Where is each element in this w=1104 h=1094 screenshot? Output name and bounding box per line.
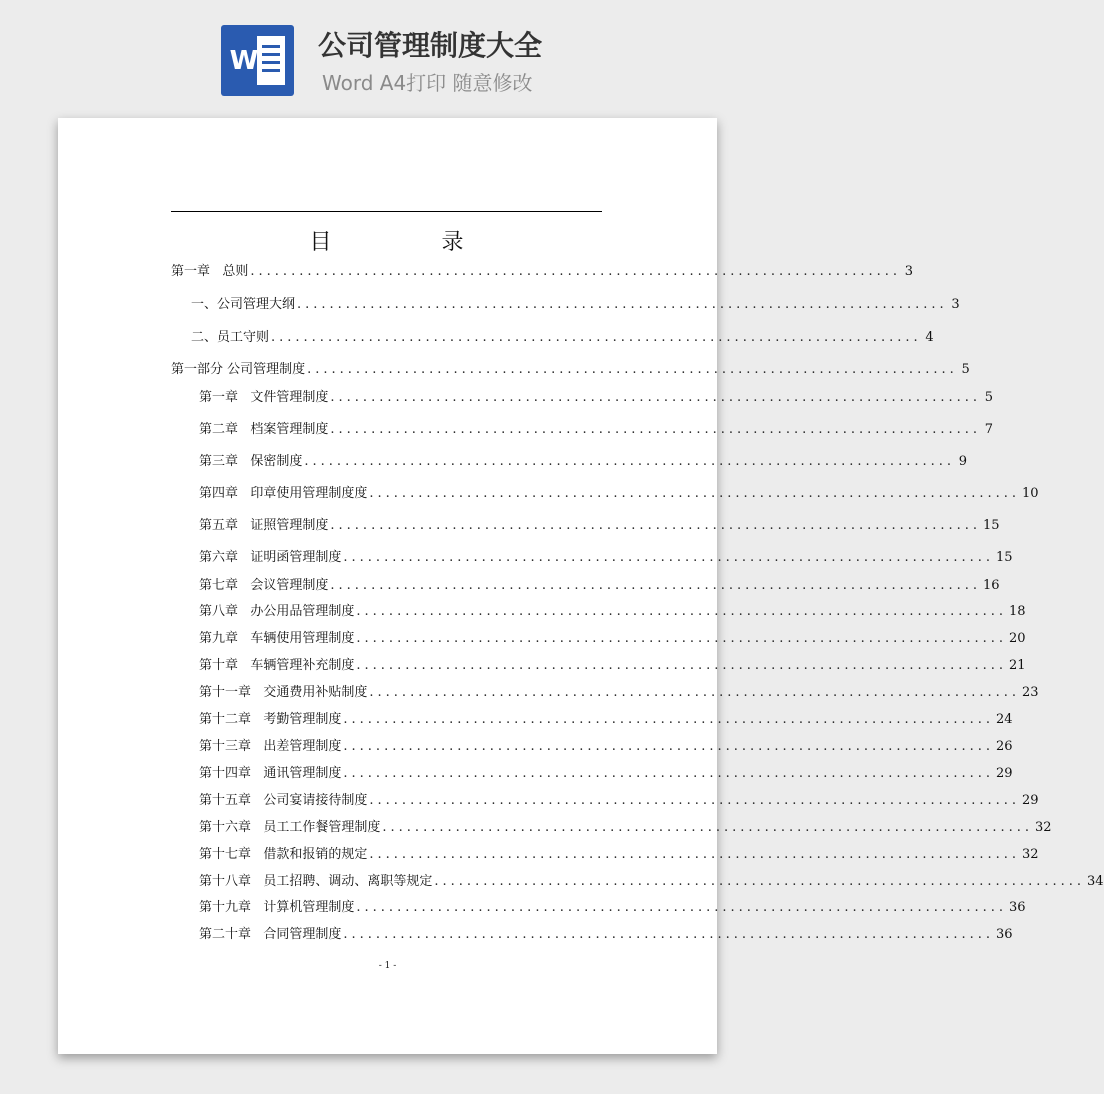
toc-leader-dots: ................................................................................ [369, 793, 1020, 808]
toc-entry[interactable] [171, 516, 1000, 536]
toc-entry-label: 第二十章 合同管理制度 [199, 927, 342, 942]
toc-leader-dots: ................................................................................ [330, 518, 981, 533]
toc-leader-dots: ................................................................................ [369, 486, 1020, 501]
toc-entry[interactable] [171, 818, 1052, 838]
header-rule [171, 211, 602, 212]
toc-entry[interactable] [171, 737, 1013, 757]
toc-leader-dots: ................................................................................ [434, 874, 1085, 889]
page-number: - 1 - [378, 961, 397, 971]
toc-entry-label: 第十五章 公司宴请接待制度 [199, 793, 368, 808]
toc-entry-label: 第十七章 借款和报销的规定 [199, 847, 368, 862]
toc-leader-dots: ................................................................................ [271, 330, 922, 345]
toc-entry-page: 36 [1009, 900, 1026, 915]
toc-leader-dots: ................................................................................ [330, 390, 981, 405]
toc-entry[interactable] [171, 872, 1104, 892]
toc-entry-label: 第十四章 通讯管理制度 [199, 766, 342, 781]
toc-entry-page: 20 [1009, 631, 1026, 646]
document-page [58, 118, 1104, 1054]
toc-entry-page: 18 [1009, 604, 1026, 619]
toc-entry-label: 第二章 档案管理制度 [199, 422, 329, 437]
toc-entry-page: 36 [996, 927, 1013, 942]
toc-entry-label: 第十章 车辆管理补充制度 [199, 658, 355, 673]
toc-title [171, 226, 602, 260]
toc-entry-label: 第三章 保密制度 [199, 454, 303, 469]
toc-entry-page: 32 [1035, 820, 1052, 835]
toc-title-left: 目 [309, 230, 332, 255]
toc-entry-page: 29 [996, 766, 1013, 781]
toc-entry[interactable] [171, 845, 1039, 865]
word-icon-line [262, 61, 280, 64]
toc-entry-label: 第四章 印章使用管理制度度 [199, 486, 368, 501]
toc-entry[interactable] [171, 262, 913, 282]
toc-entry[interactable] [171, 360, 970, 380]
toc-leader-dots: ................................................................................ [304, 454, 955, 469]
toc-leader-dots: ................................................................................ [343, 927, 994, 942]
word-icon-letter: W [229, 46, 259, 76]
toc-entry-label: 第五章 证照管理制度 [199, 518, 329, 533]
toc-entry-page: 15 [996, 550, 1013, 565]
word-icon [221, 25, 294, 96]
toc-entry-label: 第十九章 计算机管理制度 [199, 900, 355, 915]
toc-entry-page: 23 [1022, 685, 1039, 700]
toc-leader-dots: ................................................................................ [343, 766, 994, 781]
toc-entry-label: 二、员工守则 [191, 330, 270, 345]
toc-entry-label: 第一章 总则 [171, 264, 249, 279]
toc-leader-dots: ................................................................................ [330, 578, 981, 593]
toc-entry[interactable] [171, 576, 1000, 596]
toc-entry[interactable] [171, 683, 1039, 703]
toc-leader-dots: ................................................................................ [343, 739, 994, 754]
toc-entry-page: 29 [1022, 793, 1039, 808]
toc-entry-label: 第十八章 员工招聘、调动、离职等规定 [199, 874, 433, 889]
toc-entry-page: 7 [984, 422, 993, 437]
toc-leader-dots: ................................................................................ [356, 900, 1007, 915]
toc-leader-dots: ................................................................................ [250, 264, 901, 279]
toc-entry[interactable] [171, 710, 1013, 730]
toc-entry[interactable] [171, 656, 1026, 676]
toc-entry[interactable] [171, 388, 993, 408]
toc-entry-page: 4 [925, 330, 934, 345]
word-icon-line [262, 45, 280, 48]
toc-entry[interactable] [171, 328, 934, 348]
toc-leader-dots: ................................................................................ [382, 820, 1033, 835]
toc-entry-page: 26 [996, 739, 1013, 754]
toc-entry-label: 第十一章 交通费用补贴制度 [199, 685, 368, 700]
toc-leader-dots: ................................................................................ [369, 685, 1020, 700]
toc-entry-label: 第十二章 考勤管理制度 [199, 712, 342, 727]
toc-entry-label: 一、公司管理大纲 [191, 297, 296, 312]
toc-entry-label: 第十三章 出差管理制度 [199, 739, 342, 754]
toc-leader-dots: ................................................................................ [307, 362, 958, 377]
toc-leader-dots: ................................................................................ [343, 550, 994, 565]
toc-leader-dots: ................................................................................ [369, 847, 1020, 862]
toc-entry-label: 第九章 车辆使用管理制度 [199, 631, 355, 646]
toc-leader-dots: ................................................................................ [343, 712, 994, 727]
toc-entry-page: 3 [951, 297, 960, 312]
toc-entry-page: 16 [983, 578, 1000, 593]
toc-entry[interactable] [171, 548, 1013, 568]
banner [0, 0, 774, 118]
toc-entry[interactable] [171, 452, 967, 472]
toc-title-right: 录 [441, 230, 464, 255]
toc-entry-page: 5 [984, 390, 993, 405]
toc-entry-page: 21 [1009, 658, 1026, 673]
toc-entry-label: 第一章 文件管理制度 [199, 390, 329, 405]
toc-entry[interactable] [171, 791, 1039, 811]
toc-entry[interactable] [171, 764, 1013, 784]
toc-entry[interactable] [171, 420, 993, 440]
toc-entry[interactable] [171, 925, 1013, 945]
toc-entry-label: 第七章 会议管理制度 [199, 578, 329, 593]
toc-entry-label: 第八章 办公用品管理制度 [199, 604, 355, 619]
toc-entry[interactable] [171, 295, 960, 315]
toc-entry-page: 32 [1022, 847, 1039, 862]
toc-entry-page: 10 [1022, 486, 1039, 501]
toc-entry-label: 第一部分 公司管理制度 [171, 362, 306, 377]
toc-leader-dots: ................................................................................ [297, 297, 948, 312]
toc-entry[interactable] [171, 898, 1026, 918]
toc-entry[interactable] [171, 602, 1026, 622]
toc-entry-page: 5 [961, 362, 970, 377]
banner-subtitle: Word A4打印 随意修改 [322, 71, 533, 95]
word-icon-line [262, 53, 280, 56]
toc-entry-page: 24 [996, 712, 1013, 727]
toc-leader-dots: ................................................................................ [356, 658, 1007, 673]
banner-title: 公司管理制度大全 [318, 29, 543, 62]
toc-leader-dots: ................................................................................ [356, 631, 1007, 646]
toc-entry-page: 9 [958, 454, 967, 469]
toc-entry-page: 34 [1087, 874, 1104, 889]
word-icon-line [262, 69, 280, 72]
toc-entry-label: 第十六章 员工工作餐管理制度 [199, 820, 381, 835]
toc-entry-label: 第六章 证明函管理制度 [199, 550, 342, 565]
toc-leader-dots: ................................................................................ [356, 604, 1007, 619]
toc-entry[interactable] [171, 629, 1026, 649]
toc-entry-page: 15 [983, 518, 1000, 533]
toc-entry[interactable] [171, 484, 1039, 504]
toc-leader-dots: ................................................................................ [330, 422, 981, 437]
toc-entry-page: 3 [904, 264, 913, 279]
